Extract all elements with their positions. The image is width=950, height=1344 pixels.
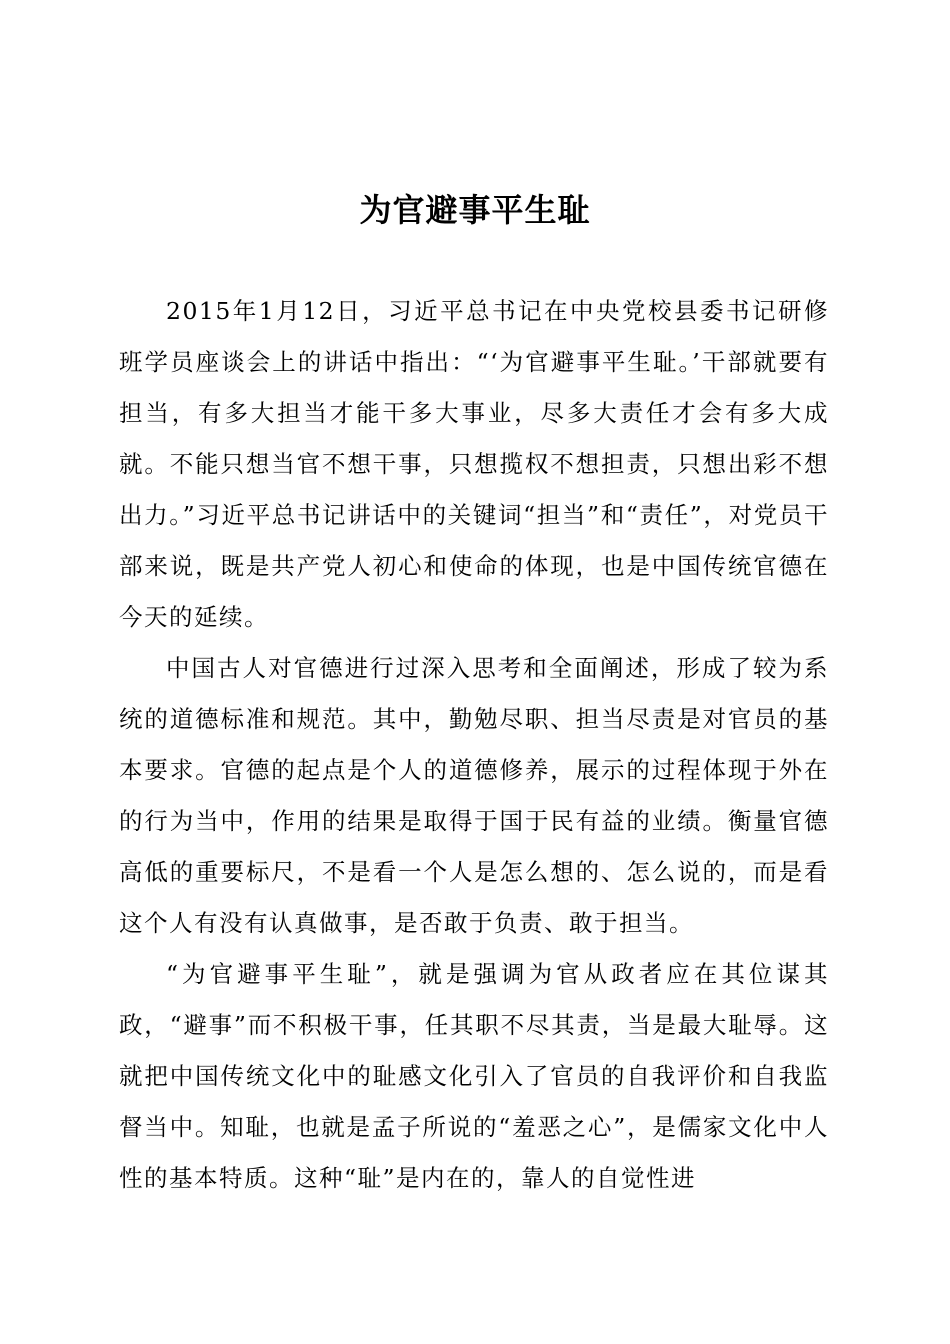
paragraph-1: 2015年1月12日，习近平总书记在中央党校县委书记研修班学员座谈会上的讲话中指出：“‘为官避事平生耻。’干部就要有担当，有多大担当才能干多大事业，尽多大责任才会有多大成就。不能只想当官不想干事，只想揽权不想担责，只想出彩不想出力。”习近平总书记讲话中的关键词“担当”和“责任”，对党员干部来说，既是共产党人初心和使命的体现，也是中国传统官德在今天的延续。 <box>119 297 829 631</box>
document-body <box>119 286 829 1204</box>
document-title: 为官避事平生耻 <box>359 191 591 229</box>
paragraph-2: 中国古人对官德进行过深入思考和全面阐述，形成了较为系统的道德标准和规范。其中，勤勉尽职、担当尽责是对官员的基本要求。官德的起点是个人的道德修养，展示的过程体现于外在的行为当中，作用的结果是取得于国于民有益的业绩。衡量官德高低的重要标尺，不是看一个人是怎么想的、怎么说的，而是看这个人有没有认真做事，是否敢于负责、敢于担当。 <box>119 654 829 937</box>
paragraph-3: “为官避事平生耻”，就是强调为官从政者应在其位谋其政，“避事”而不积极干事，任其职不尽其责，当是最大耻辱。这就把中国传统文化中的耻感文化引入了官员的自我评价和自我监督当中。知耻，也就是孟子所说的“羞恶之心”，是儒家文化中人性的基本特质。这种“耻”是内在的，靠人的自觉性进 <box>119 960 829 1192</box>
